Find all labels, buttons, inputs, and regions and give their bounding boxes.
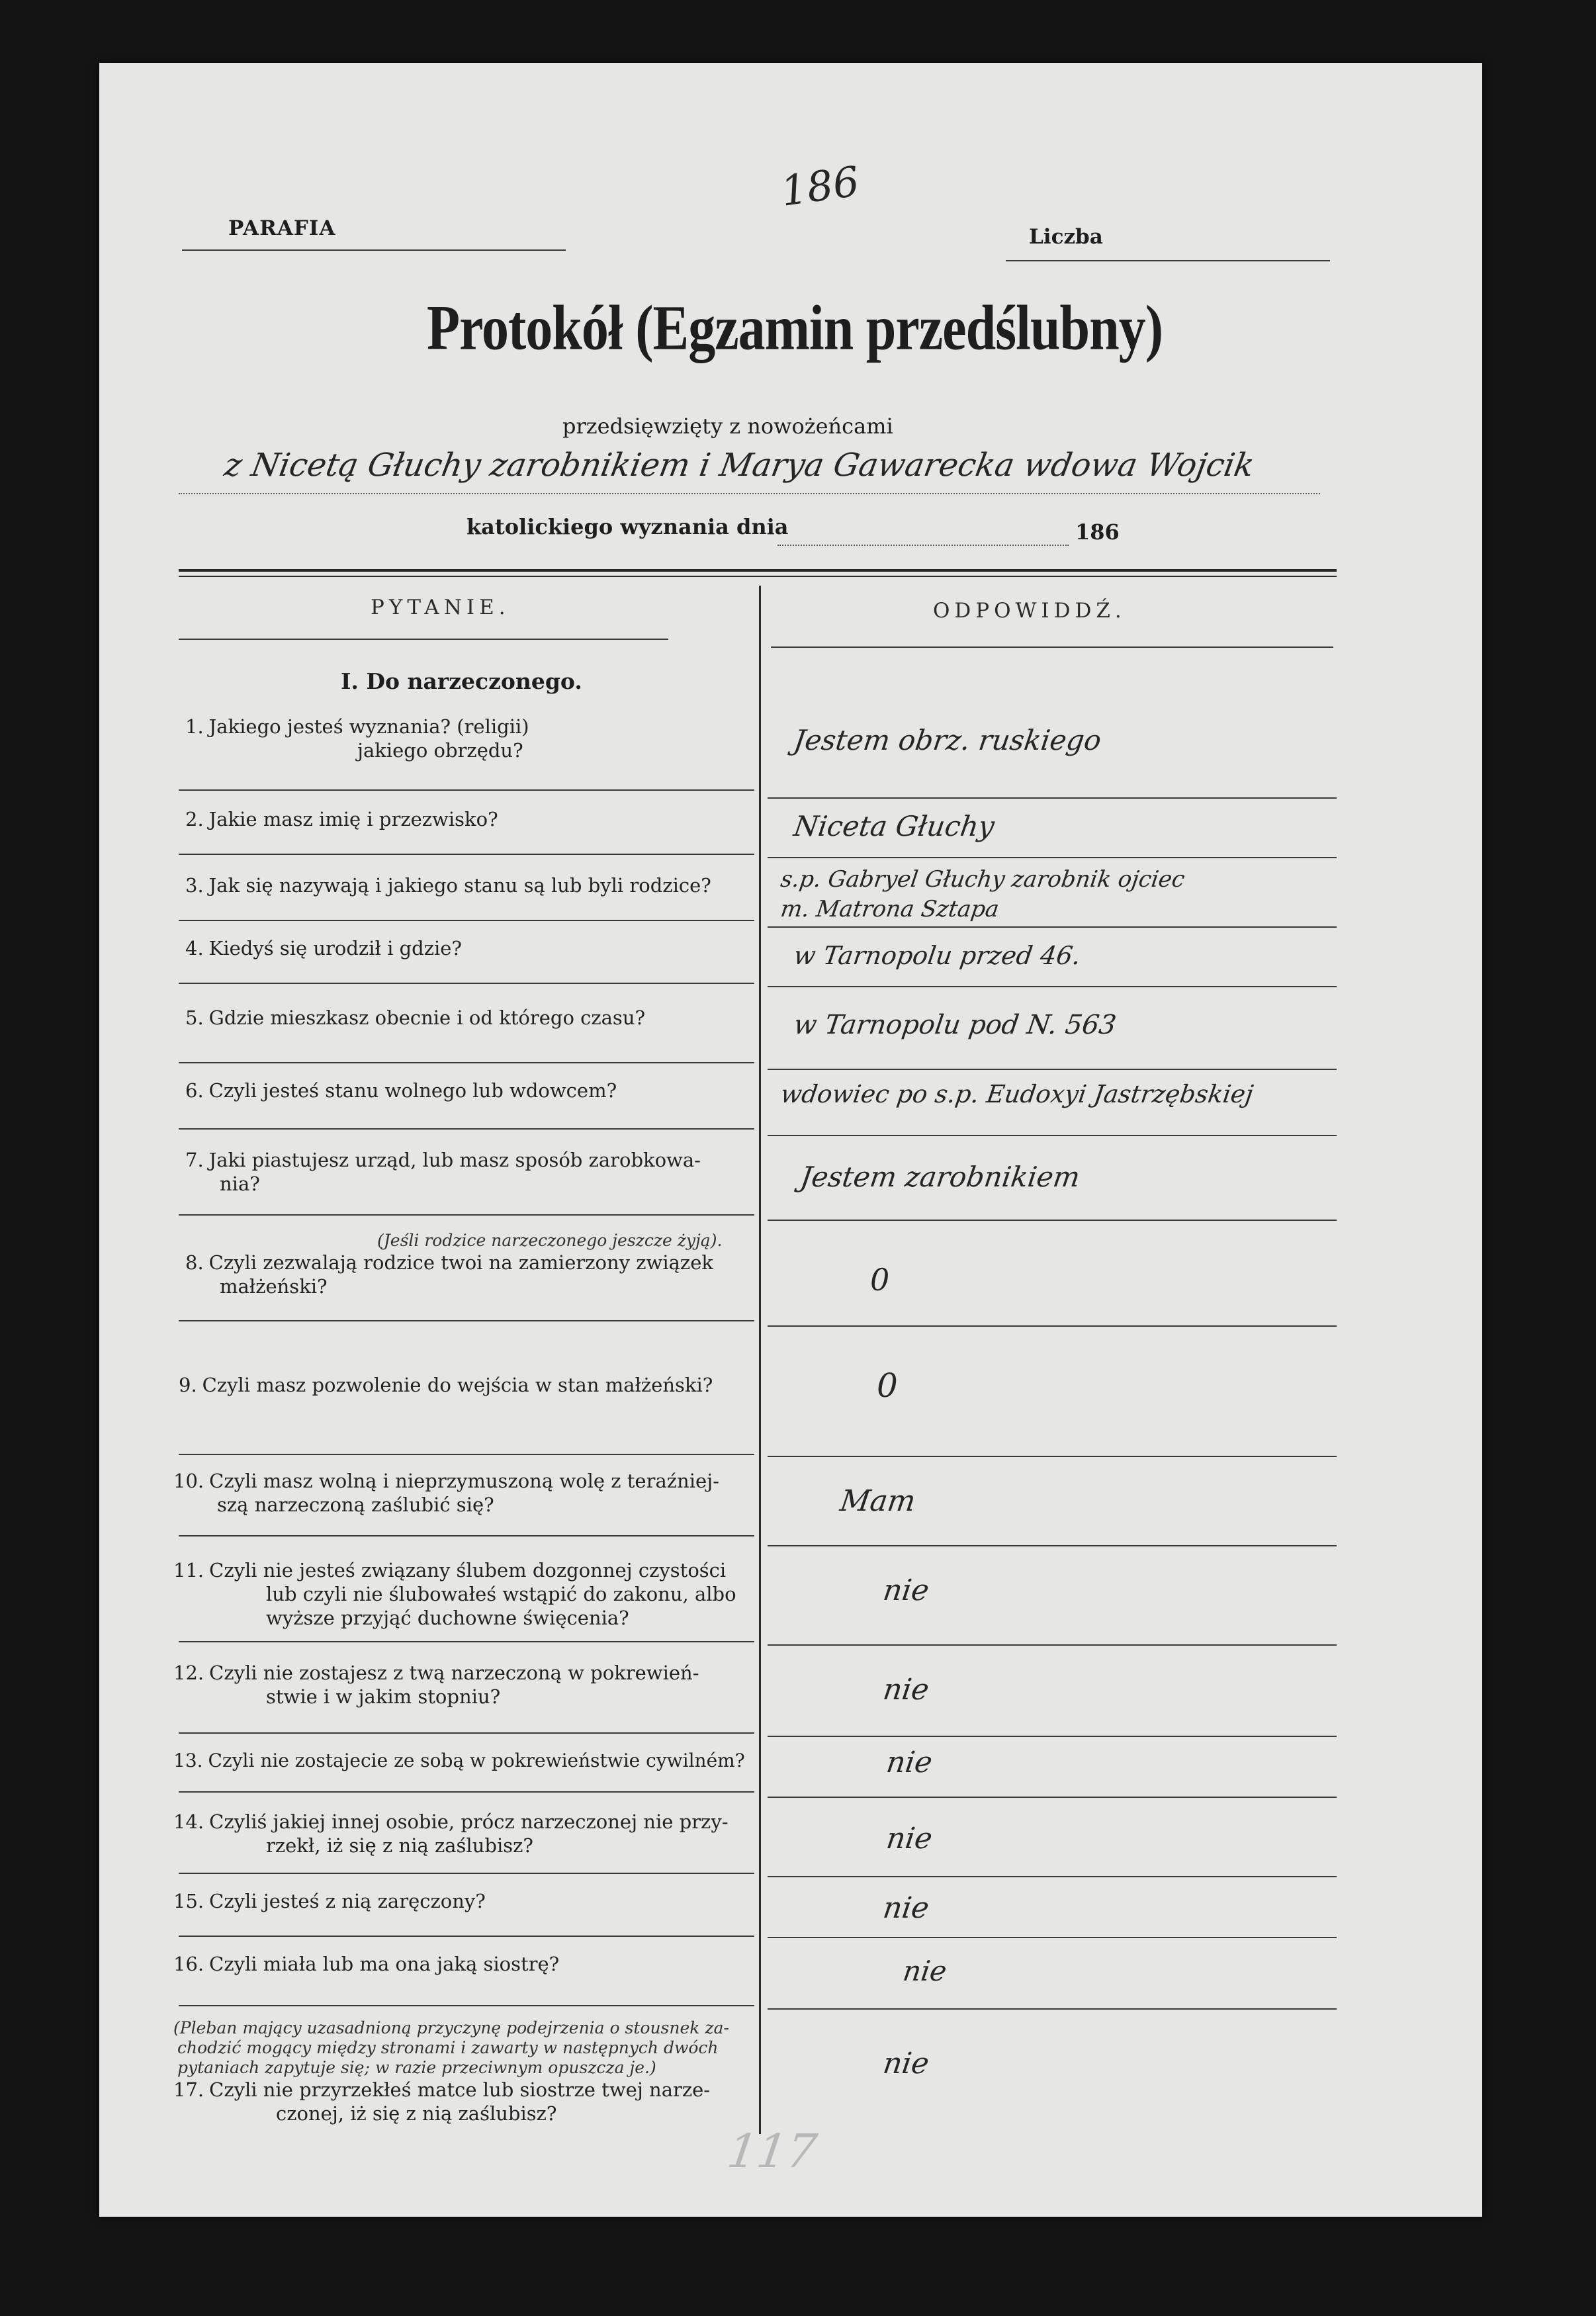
q4-rule bbox=[179, 983, 754, 984]
question-9: 9. Czyli masz pozwolenie do wejścia w stan małżeński? bbox=[179, 1374, 713, 1396]
question-7: 7. Jaki piastujesz urząd, lub masz sposób zarobkowa- nia? bbox=[185, 1149, 701, 1195]
answer-8: 0 bbox=[870, 1262, 890, 1298]
a9-rule bbox=[768, 1456, 1337, 1457]
handwritten-names: z Nicetą Głuchy zarobnikiem i Marya Gawarecka wdowa Wojcik bbox=[222, 447, 1257, 484]
a5-rule bbox=[768, 1069, 1337, 1070]
question-header-rule bbox=[179, 639, 668, 640]
answer-13: nie bbox=[884, 1746, 935, 1779]
a8-rule bbox=[768, 1325, 1337, 1327]
handwritten-page-number: 186 bbox=[777, 157, 862, 216]
year-prefix: 186 bbox=[1075, 519, 1120, 545]
section-title: I. Do narzeczonego. bbox=[341, 668, 582, 694]
liczba-label: Liczba bbox=[1029, 225, 1103, 249]
liczba-line bbox=[1006, 260, 1330, 261]
wyznania-label: katolickiego wyznania dnia bbox=[466, 514, 789, 539]
answer-2: Niceta Głuchy bbox=[791, 810, 997, 842]
question-15: 15. Czyli jesteś z nią zaręczony? bbox=[173, 1890, 486, 1912]
q13-rule bbox=[179, 1791, 754, 1793]
answer-3-line-1: s.p. Gabryel Głuchy zarobnik ojciec bbox=[779, 866, 1186, 893]
question-16: 16. Czyli miała lub ma ona jaką siostrę? bbox=[173, 1953, 560, 1975]
q2-rule bbox=[179, 854, 754, 855]
a16-rule bbox=[768, 2008, 1337, 2010]
a14-rule bbox=[768, 1876, 1337, 1877]
question-12: 12. Czyli nie zostajesz z twą narzeczoną w pokrewień- stwie i w jakim stopniu? bbox=[173, 1662, 699, 1708]
q14-rule bbox=[179, 1873, 754, 1874]
question-3: 3. Jak się nazywają i jakiego stanu są lub byli rodzice? bbox=[185, 874, 711, 897]
answer-header-rule bbox=[771, 646, 1333, 648]
a10-rule bbox=[768, 1545, 1337, 1546]
answer-15: nie bbox=[881, 1891, 932, 1925]
answer-9: 0 bbox=[877, 1366, 898, 1405]
column-divider bbox=[759, 586, 761, 2134]
q9-rule bbox=[179, 1454, 754, 1455]
question-5: 5. Gdzie mieszkasz obecnie i od którego czasu? bbox=[185, 1006, 646, 1029]
a6-rule bbox=[768, 1135, 1337, 1136]
question-11: 11. Czyli nie jesteś związany ślubem dozgonnej czystości lub czyli nie ślubowałeś wstąpić do zakonu, albo wyższe przyjąć duchowne święcenia? bbox=[173, 1559, 736, 1629]
header-double-rule-top bbox=[179, 569, 1337, 572]
a11-rule bbox=[768, 1644, 1337, 1646]
a12-rule bbox=[768, 1736, 1337, 1737]
q3-rule bbox=[179, 920, 754, 921]
a3-rule bbox=[768, 926, 1337, 928]
question-17: (Pleban mający uzasadnioną przyczynę podejrzenia o stousnek za- chodzić mogący między stronami i zawarty w następnych dwóch pytaniach zapytuje się; w razie przeciwnym opuszcza je.) 17. Czyli nie przyrzekłeś matce lub siostrze twej narze- czonej, iż się z nią zaślubisz? bbox=[173, 2018, 729, 2125]
header-double-rule-bottom bbox=[179, 576, 1337, 577]
a15-rule bbox=[768, 1937, 1337, 1938]
question-10: 10. Czyli masz wolną i nieprzymuszoną wolę z teraźniej- szą narzeczoną zaślubić się? bbox=[173, 1470, 719, 1516]
a2-rule bbox=[768, 857, 1337, 858]
q1-rule bbox=[179, 789, 754, 791]
a1-rule bbox=[768, 797, 1337, 799]
parafia-line bbox=[182, 249, 566, 251]
answer-3-line-2: m. Matrona Sztapa bbox=[779, 896, 1001, 922]
page-title: Protokół (Egzamin przedślubny) bbox=[427, 292, 1163, 363]
parafia-label: PARAFIA bbox=[228, 216, 336, 240]
question-14: 14. Czyliś jakiej innej osobie, prócz narzeczonej nie przy- rzekł, iż się z nią zaślubisz? bbox=[173, 1810, 729, 1857]
answer-6: wdowiec po s.p. Eudoxyi Jastrzębskiej bbox=[779, 1080, 1255, 1108]
answer-11: nie bbox=[881, 1574, 932, 1607]
q15-rule bbox=[179, 1936, 754, 1937]
document-page bbox=[99, 63, 1482, 2217]
answer-column-header: ODPOWIDDŹ. bbox=[933, 599, 1126, 623]
faint-handwritten-mark: 117 bbox=[724, 2124, 820, 2178]
q10-rule bbox=[179, 1535, 754, 1537]
a13-rule bbox=[768, 1797, 1337, 1798]
q6-rule bbox=[179, 1128, 754, 1130]
question-8: (Jeśli rodzice narzeczonego jeszcze żyją). 8. Czyli zezwalają rodzice twoi na zamierzony związek małżeński? bbox=[185, 1231, 723, 1298]
question-4: 4. Kiedyś się urodził i gdzie? bbox=[185, 937, 462, 959]
answer-10: Mam bbox=[838, 1484, 918, 1518]
question-6: 6. Czyli jesteś stanu wolnego lub wdowcem? bbox=[185, 1079, 617, 1102]
q12-rule bbox=[179, 1732, 754, 1734]
answer-12: nie bbox=[881, 1673, 932, 1707]
page-subtitle: przedsięwzięty z nowożeńcami bbox=[562, 414, 893, 439]
question-1: 1. Jakiego jesteś wyznania? (religii) jakiego obrzędu? bbox=[185, 715, 529, 762]
question-13: 13. Czyli nie zostajecie ze sobą w pokrewieństwie cywilném? bbox=[173, 1750, 745, 1771]
a7-rule bbox=[768, 1220, 1337, 1221]
q11-rule bbox=[179, 1641, 754, 1642]
a4-rule bbox=[768, 986, 1337, 987]
answer-4: w Tarnopolu przed 46. bbox=[791, 941, 1083, 970]
answer-1: Jestem obrz. ruskiego bbox=[791, 724, 1104, 756]
date-line bbox=[777, 545, 1069, 546]
q7-rule bbox=[179, 1214, 754, 1216]
answer-17: nie bbox=[881, 2047, 932, 2080]
answer-16: nie bbox=[901, 1955, 949, 1987]
q16-rule bbox=[179, 2005, 754, 2006]
answer-14: nie bbox=[884, 1822, 935, 1855]
q8-rule bbox=[179, 1320, 754, 1321]
answer-7: Jestem zarobnikiem bbox=[798, 1161, 1083, 1193]
question-column-header: PYTANIE. bbox=[371, 596, 510, 619]
names-line bbox=[179, 493, 1320, 494]
answer-5: w Tarnopolu pod N. 563 bbox=[791, 1010, 1118, 1040]
question-2: 2. Jakie masz imię i przezwisko? bbox=[185, 808, 498, 830]
q5-rule bbox=[179, 1062, 754, 1063]
